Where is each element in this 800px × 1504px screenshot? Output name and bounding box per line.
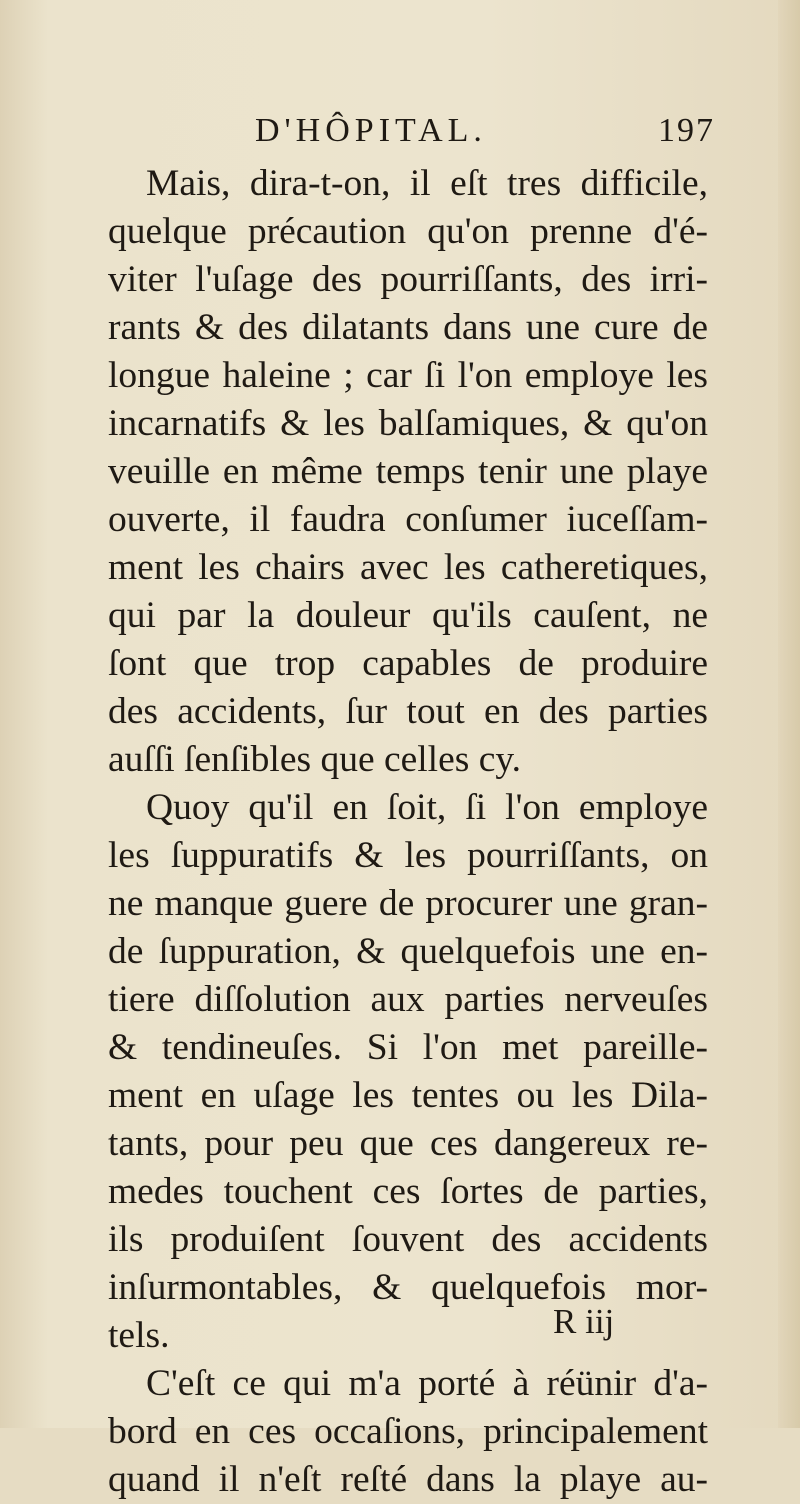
- body-text: [108, 160, 708, 1504]
- text-line: bord en ces occaſions, principalement: [108, 1411, 708, 1452]
- text-line: Mais, dira-t-on, il eſt tres difficile,: [146, 163, 708, 204]
- text-line: tiere diſſolution aux parties nerveuſes: [108, 979, 708, 1020]
- text-line: ouverte, il faudra conſumer iuceſſam-: [108, 499, 708, 540]
- running-head: D'HÔPITAL.: [255, 112, 487, 149]
- text-line: qui par la douleur qu'ils cauſent, ne: [108, 595, 708, 636]
- text-line: ment les chairs avec les catheretiques,: [108, 547, 708, 588]
- text-line: ils produiſent ſouvent des accidents: [108, 1219, 708, 1260]
- paragraph-2: [108, 784, 708, 1360]
- text-line: les ſuppuratifs & les pourriſſants, on: [108, 835, 708, 876]
- text-line: quand il n'eſt reſté dans la playe au-: [108, 1459, 708, 1500]
- text-line: ne manque guere de procurer une gran-: [108, 883, 708, 924]
- page-header: [255, 112, 715, 156]
- text-line: longue haleine ; car ſi l'on employe les: [108, 355, 708, 396]
- text-line: tels.: [108, 1315, 170, 1356]
- page-number: 197: [658, 112, 715, 149]
- text-line: de ſuppuration, & quelquefois une en-: [108, 931, 708, 972]
- paragraph-3: [108, 1360, 708, 1504]
- paragraph-1: [108, 160, 708, 784]
- text-line: des accidents, ſur tout en des parties: [108, 691, 708, 732]
- text-line: C'eſt ce qui m'a porté à réünir d'a-: [146, 1363, 708, 1404]
- text-line: auſſi ſenſibles que celles cy.: [108, 739, 522, 780]
- text-line: Quoy qu'il en ſoit, ſi l'on employe: [146, 787, 708, 828]
- page-edge: [778, 0, 800, 1428]
- text-line: inſurmontables, & quelquefois mor-: [108, 1267, 708, 1308]
- signature-mark: R iij: [553, 1302, 615, 1341]
- text-line: ſont que trop capables de produire: [108, 643, 708, 684]
- text-line: quelque précaution qu'on prenne d'é-: [108, 211, 708, 252]
- text-line: tants, pour peu que ces dangereux re-: [108, 1123, 708, 1164]
- text-line: rants & des dilatants dans une cure de: [108, 307, 708, 348]
- text-line: medes touchent ces ſortes de parties,: [108, 1171, 708, 1212]
- text-line: & tendineuſes. Si l'on met pareille-: [108, 1027, 708, 1068]
- text-line: veuille en même temps tenir une playe: [108, 451, 708, 492]
- text-line: viter l'uſage des pourriſſants, des irri-: [108, 259, 708, 300]
- text-line: ment en uſage les tentes ou les Dila-: [108, 1075, 708, 1116]
- text-line: incarnatifs & les balſamiques, & qu'on: [108, 403, 708, 444]
